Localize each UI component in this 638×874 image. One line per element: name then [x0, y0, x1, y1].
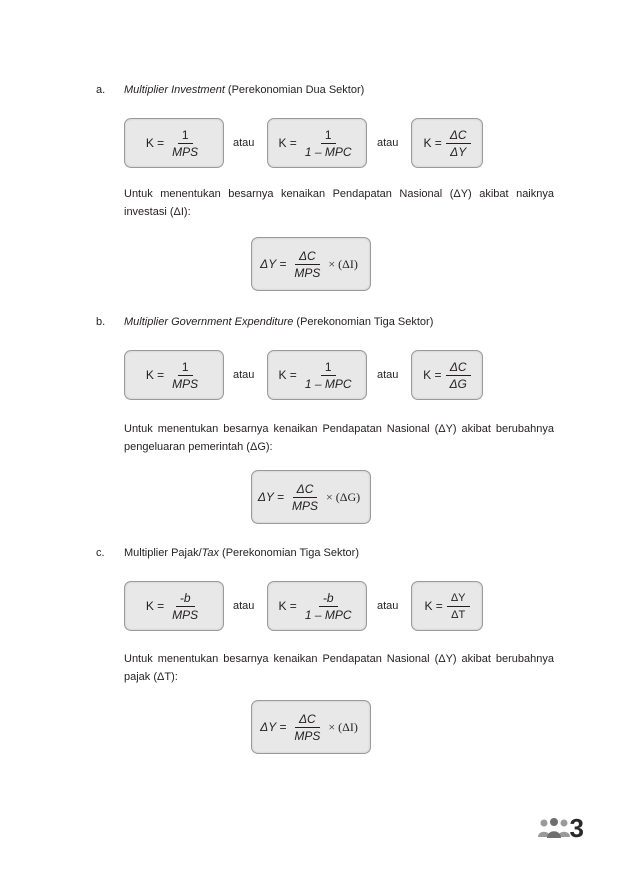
formula-lhs: K = — [145, 136, 165, 150]
formula-denominator: 1 – MPC — [304, 144, 352, 159]
section-b-atau-2: atau — [377, 369, 399, 381]
formula-denominator: MPS — [172, 376, 199, 391]
formula-numerator: -b — [176, 591, 195, 607]
formula-lhs: K = — [423, 136, 442, 150]
section-b-main-formula-box — [251, 470, 371, 524]
formula-lhs: K = — [278, 136, 297, 150]
section-b-title-italic: Multiplier Government Expenditure — [124, 316, 294, 328]
formula-denominator: 1 – MPC — [304, 376, 352, 391]
section-c-atau-1: atau — [233, 600, 255, 612]
formula-numerator: ΔC — [446, 128, 471, 144]
formula-numerator: 1 — [321, 360, 336, 376]
formula-numerator: 1 — [178, 360, 193, 376]
formula-numerator: 1 — [321, 128, 336, 144]
section-b-formula-3-box — [411, 350, 483, 400]
section-c-title-plain: Multiplier Pajak/ — [124, 547, 202, 559]
formula-numerator: ΔC — [293, 482, 318, 498]
formula-lhs: ΔY = — [260, 720, 287, 734]
formula-numerator: -b — [319, 591, 338, 607]
formula-denominator: MPS — [294, 728, 321, 743]
formula-numerator: 1 — [178, 128, 193, 144]
section-a-title-italic: Multiplier Investment — [124, 84, 225, 96]
formula-lhs: K = — [278, 368, 297, 382]
section-a-atau-2: atau — [377, 137, 399, 149]
formula-numerator: ΔC — [446, 360, 471, 376]
section-c-title-rest: (Perekonomian Tiga Sektor) — [218, 547, 359, 559]
section-b-formula-2-box — [267, 350, 367, 400]
formula-denominator: MPS — [172, 607, 199, 622]
formula-denominator: ΔT — [451, 608, 466, 621]
people-group-icon — [537, 817, 571, 839]
section-b-formula-1-box — [124, 350, 224, 400]
formula-numerator: ΔC — [295, 249, 320, 265]
formula-lhs: K = — [423, 368, 442, 382]
section-c-formula-3-box — [411, 581, 483, 631]
section-c-atau-2: atau — [377, 600, 399, 612]
formula-lhs: K = — [145, 368, 165, 382]
section-a-main-formula-box — [251, 237, 371, 291]
section-a-formula-1-box — [124, 118, 224, 168]
section-b-title — [124, 316, 433, 328]
formula-lhs: K = — [278, 599, 297, 613]
formula-denominator: ΔY — [450, 144, 467, 159]
section-b-label: b. — [96, 316, 106, 328]
section-b-title-rest: (Perekonomian Tiga Sektor) — [293, 316, 434, 328]
section-a-label: a. — [96, 84, 106, 96]
section-b-paragraph: Untuk menentukan besarnya kenaikan Pendapatan Nasional (ΔY) akibat berubahnya pengeluaran pemerintah (ΔG): — [124, 423, 554, 453]
section-a-title-rest: (Perekonomian Dua Sektor) — [224, 84, 365, 96]
section-c-title-italic: Tax — [201, 547, 219, 559]
page-number: 3 — [569, 813, 584, 843]
formula-denominator: MPS — [294, 265, 321, 280]
formula-rhs: × (ΔI) — [328, 256, 358, 271]
section-a-formula-2-box — [267, 118, 367, 168]
formula-denominator: 1 – MPC — [304, 607, 352, 622]
formula-denominator: ΔG — [449, 376, 467, 391]
section-c-main-formula-box — [251, 700, 371, 754]
formula-lhs: K = — [145, 599, 165, 613]
formula-numerator: ΔC — [295, 712, 320, 728]
section-a-atau-1: atau — [233, 137, 255, 149]
formula-lhs: K = — [424, 599, 443, 613]
formula-lhs: ΔY = — [257, 490, 284, 504]
section-c-title — [124, 547, 359, 559]
formula-rhs: × (ΔI) — [328, 719, 358, 734]
section-c-formula-1-box — [124, 581, 224, 631]
section-a-paragraph: Untuk menentukan besarnya kenaikan Pendapatan Nasional (ΔY) akibat naiknya investasi (ΔI): — [124, 188, 554, 218]
formula-lhs: ΔY = — [260, 257, 287, 271]
formula-denominator: MPS — [292, 498, 319, 513]
section-c-label: c. — [96, 547, 105, 559]
formula-numerator: ΔY — [447, 591, 470, 607]
formula-rhs: × (ΔG) — [326, 489, 361, 504]
formula-denominator: MPS — [172, 144, 199, 159]
section-c-paragraph: Untuk menentukan besarnya kenaikan Pendapatan Nasional (ΔY) akibat berubahnya pajak (ΔT): — [124, 653, 554, 683]
section-a-formula-3-box — [411, 118, 483, 168]
section-b-atau-1: atau — [233, 369, 255, 381]
section-c-formula-2-box — [267, 581, 367, 631]
section-a-title — [124, 84, 364, 96]
